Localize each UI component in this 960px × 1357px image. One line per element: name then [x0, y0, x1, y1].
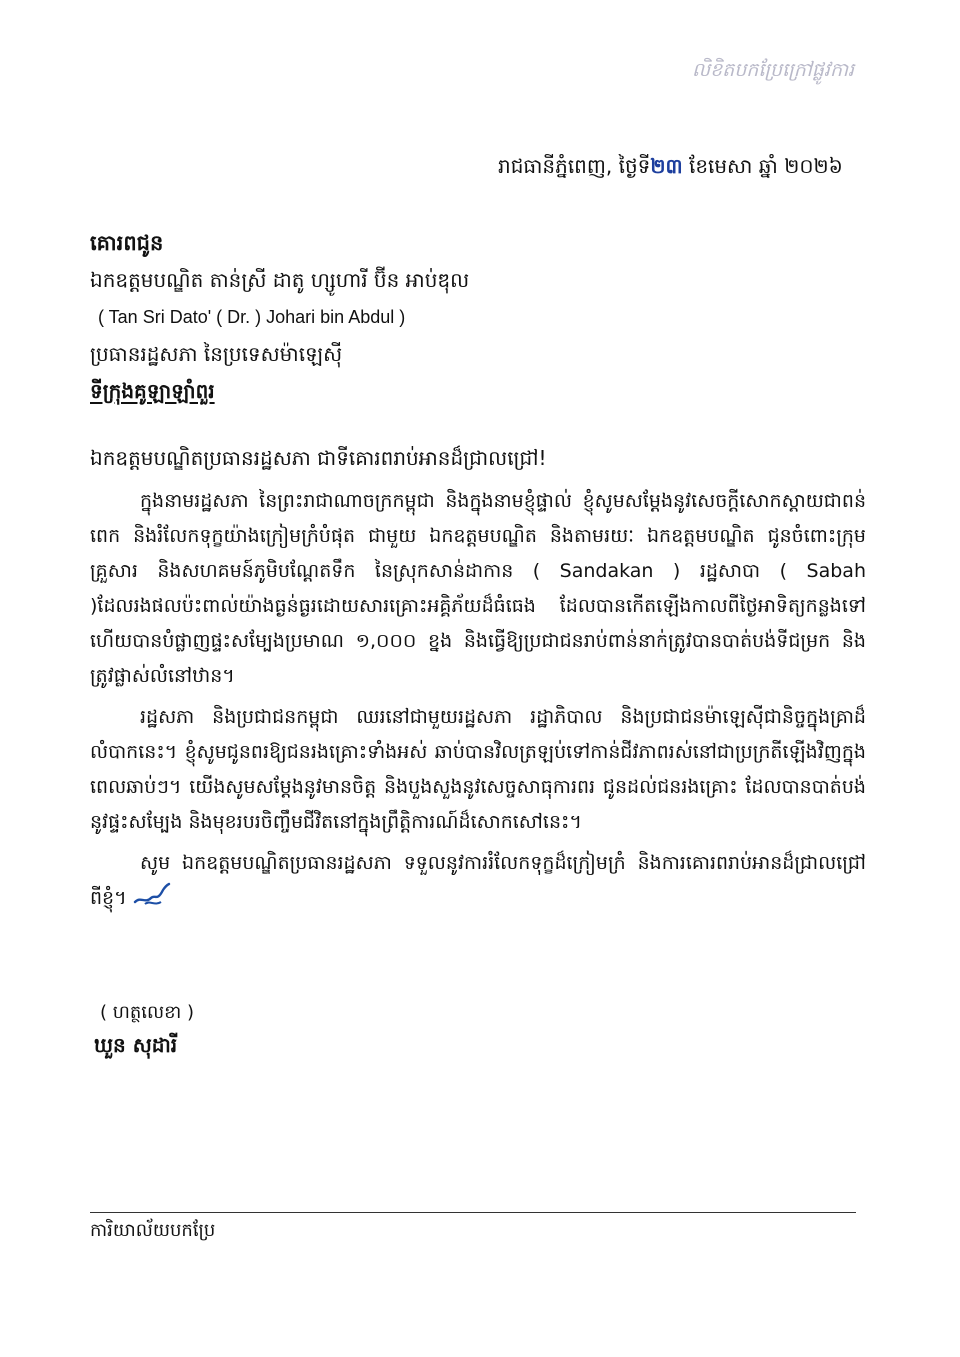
footer-divider [90, 1212, 856, 1213]
date-suffix: ខែមេសា ឆ្នាំ ២០២៦ [682, 154, 843, 178]
recipient-title: ប្រធានរដ្ឋសភា នៃប្រទេសម៉ាឡេស៊ី [90, 342, 343, 366]
date-day-handwritten: ២៣ [650, 154, 683, 178]
letter-body [90, 484, 866, 916]
handwritten-initial-mark [131, 882, 171, 908]
body-paragraph-2: រដ្ឋសភា និងប្រជាជនកម្ពុជា ឈរនៅជាមួយរដ្ឋសភា រដ្ឋាភិបាល និងប្រជាជនម៉ាឡេស៊ីជានិច្ចក្នុងគ្រាដ៏លំបាកនេះ។ ខ្ញុំសូមជូនពរឱ្យជនរងគ្រោះទាំងអស់ ឆាប់បានវិលត្រឡប់ទៅកាន់ជីវភាពរស់នៅជាប្រក្រតីឡើងវិញក្នុងពេលឆាប់ៗ។ យើងសូមសម្តែងនូវមានចិត្ត និងបួងសួងនូវសេច្ចសាធុការពរ ជូនដល់ជនរងគ្រោះ ដែលបានបាត់បង់នូវផ្ទះសម្បែង និងមុខរបរចិញ្ចឹមជីវិតនៅក្នុងព្រឹត្តិការណ៍ដ៏សោកសៅនេះ។ [90, 706, 866, 833]
recipient-city: ទីក្រុងគូឡាឡាំពួរ [90, 379, 215, 403]
recipient-name-latin: ( Tan Sri Dato' ( Dr. ) Johari bin Abdul ) [98, 307, 406, 327]
signer-name: ឃួន សុដារី [94, 1033, 178, 1057]
body-paragraph-3-container [90, 846, 866, 916]
recipient-block [90, 225, 890, 410]
body-paragraph-3: សូម ឯកឧត្តមបណ្ឌិតប្រធានរដ្ឋសភា ទទួលនូវការរំលែកទុក្ខដ៏ក្រៀមក្រំ និងការគោរពរាប់អានដ៏ជ្រាលជ្រៅ ពីខ្ញុំ។ [90, 852, 866, 909]
date-line [498, 153, 843, 183]
recipient-heading: គោរពជូន [90, 231, 164, 255]
recipient-name-khmer: ឯកឧត្តមបណ្ឌិត តាន់ស្រី ដាតូ ហ្សូហារី ប៊ីន អាប់ឌុល [90, 268, 470, 292]
footer-translation-office: ការិយាល័យបកប្រែ [90, 1220, 216, 1241]
signature-block [94, 998, 195, 1062]
salutation: ឯកឧត្តមបណ្ឌិតប្រធានរដ្ឋសភា ជាទីគោរពរាប់អានដ៏ជ្រាលជ្រៅ! [90, 446, 547, 470]
body-paragraph-1: ក្នុងនាមរដ្ឋសភា នៃព្រះរាជាណាចក្រកម្ពុជា និងក្នុងនាមខ្ញុំផ្ទាល់ ខ្ញុំសូមសម្តែងនូវសេចក្តីសោកស្តាយជាពន់ពេក និងរំលែកទុក្ខយ៉ាងក្រៀមក្រំបំផុត ជាមួយ ឯកឧត្តមបណ្ឌិត និងតាមរយៈ ឯកឧត្តមបណ្ឌិត ជូនចំពោះក្រុមគ្រួសារ និងសហគមន៍ភូមិបណ្តែតទឹក នៃស្រុកសាន់ដាកាន ( Sandakan ) រដ្ឋសាបា ( Sabah )ដែលរងផលប៉ះពាល់យ៉ាងធ្ងន់ធ្ងរដោយសារគ្រោះអគ្គិភ័យដ៏ធំធេង ដែលបានកើតឡើងកាលពីថ្ងៃអាទិត្យកន្លងទៅ ហើយបានបំផ្លាញផ្ទះសម្បែងប្រមាណ ១,០០០ ខ្នង និងធ្វើឱ្យប្រជាជនរាប់ពាន់នាក់ត្រូវបានបាត់បង់ទីជម្រក និងត្រូវផ្លាស់លំនៅឋាន។ [90, 490, 866, 687]
unofficial-translation-watermark: លិខិតបកប្រែក្រៅផ្លូវការ [692, 59, 855, 81]
signature-label: ( ហត្ថលេខា ) [100, 1002, 195, 1023]
date-prefix: រាជធានីភ្នំពេញ, ថ្ងៃទី [498, 154, 651, 178]
